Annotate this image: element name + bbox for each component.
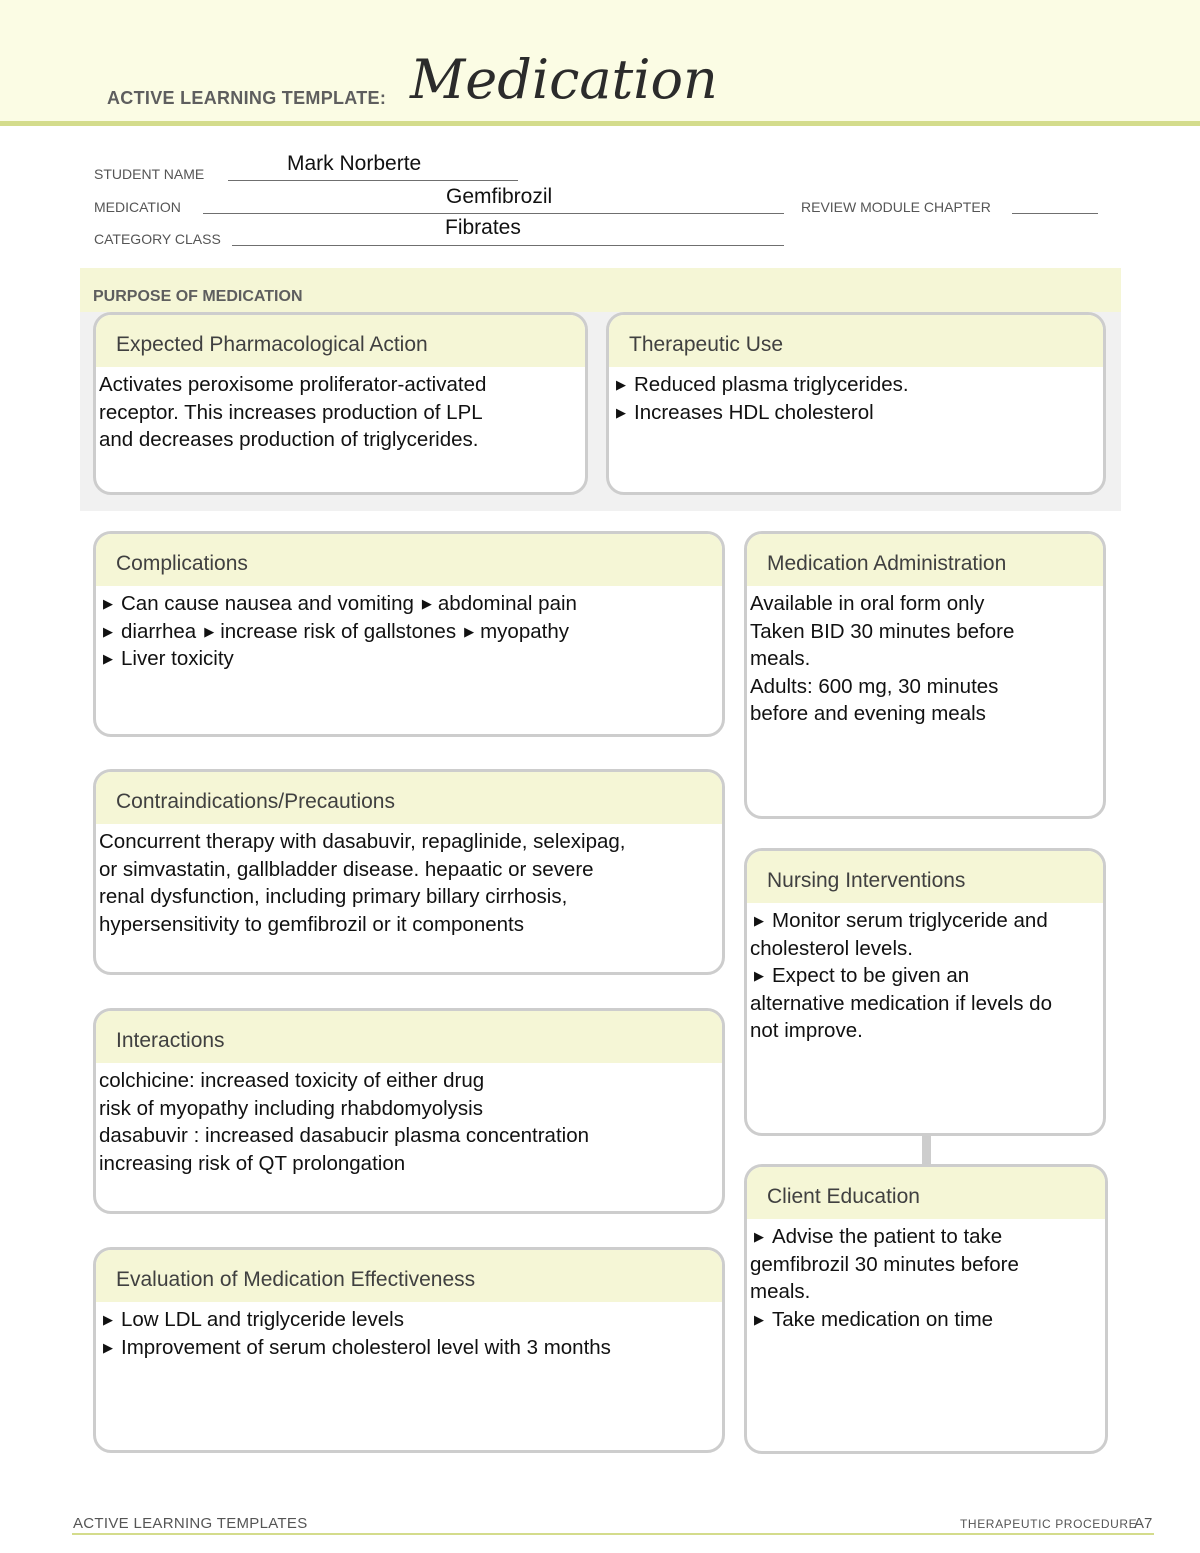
evaluation-body — [96, 1302, 722, 1361]
bullet-arrow-icon: ▶ — [421, 596, 432, 611]
list-item-cont: gemfibrozil 30 minutes before — [750, 1252, 1019, 1276]
therapeutic-use-box — [606, 312, 1106, 495]
bullet-arrow-icon: ▶ — [103, 1339, 113, 1355]
contraindications-title: Contraindications/Precautions — [96, 772, 722, 824]
category-class-label: CATEGORY CLASS — [94, 231, 221, 247]
nursing-interventions-body — [747, 903, 1103, 1045]
bullet-arrow-icon: ▶ — [754, 1311, 764, 1327]
text-line: dasabuvir : increased dasabucir plasma concentration — [99, 1124, 589, 1147]
bullet-arrow-icon: ▶ — [103, 1312, 113, 1327]
therapeutic-use-title: Therapeutic Use — [609, 315, 1103, 367]
text-line: Concurrent therapy with dasabuvir, repaglinide, selexipag, — [99, 830, 626, 853]
bullet-arrow-icon: ▶ — [464, 623, 475, 639]
bullet-arrow-icon: ▶ — [204, 623, 215, 639]
text-line: before and evening meals — [750, 702, 986, 725]
bullet-arrow-icon: ▶ — [103, 623, 113, 639]
list-item-cont: alternative medication if levels do — [750, 991, 1052, 1015]
review-module-line — [1012, 213, 1098, 214]
text-line: receptor. This increases production of LPL — [99, 400, 483, 424]
interactions-body — [96, 1063, 722, 1177]
bullet-arrow-icon: ▶ — [103, 651, 113, 666]
list-item: ▶ Increases HDL cholesterol — [612, 399, 1099, 427]
bullet-arrow-icon: ▶ — [754, 913, 764, 928]
text-line: increasing risk of QT prolongation — [99, 1151, 406, 1175]
student-name-value[interactable]: Mark Norberte — [287, 152, 422, 175]
nursing-interventions-box — [744, 848, 1106, 1136]
bullet-arrow-icon: ▶ — [754, 968, 764, 983]
review-module-label: REVIEW MODULE CHAPTER — [801, 199, 991, 215]
complications-box — [93, 531, 725, 737]
text-line: Available in oral form only — [750, 592, 985, 615]
bullet-arrow-icon: ▶ — [103, 596, 113, 611]
footer-page-number: A7 — [1134, 1515, 1153, 1532]
medication-line — [203, 213, 784, 214]
interactions-title: Interactions — [96, 1011, 722, 1063]
text-line: colchicine: increased toxicity of either drug — [99, 1069, 485, 1092]
text-line: Adults: 600 mg, 30 minutes — [750, 674, 999, 698]
footer-left: ACTIVE LEARNING TEMPLATES — [73, 1515, 308, 1532]
complications-title: Complications — [96, 534, 722, 586]
box-connector — [922, 1134, 931, 1167]
expected-action-box — [93, 312, 588, 495]
purpose-label: PURPOSE OF MEDICATION — [93, 288, 303, 305]
medication-administration-box — [744, 531, 1106, 819]
nursing-interventions-title: Nursing Interventions — [747, 851, 1103, 903]
evaluation-box — [93, 1247, 725, 1453]
student-name-label: STUDENT NAME — [94, 166, 205, 182]
bullet-arrow-icon: ▶ — [754, 1229, 764, 1244]
list-item-cont: meals. — [750, 1280, 811, 1303]
text-line: Taken BID 30 minutes before — [750, 619, 1015, 643]
contraindications-body — [96, 824, 722, 938]
text-line: and decreases production of triglycerides. — [99, 428, 479, 451]
client-education-box — [744, 1164, 1108, 1454]
text-line: or simvastatin, gallbladder disease. hepaatic or severe — [99, 857, 594, 881]
expected-action-title: Expected Pharmacological Action — [96, 315, 585, 367]
medication-administration-body — [747, 586, 1103, 728]
header-rule — [0, 121, 1200, 126]
client-education-body — [747, 1219, 1105, 1333]
medication-value[interactable]: Gemfibrozil — [446, 185, 553, 208]
bullet-arrow-icon: ▶ — [616, 377, 626, 392]
expected-action-body — [96, 367, 585, 454]
category-class-line — [232, 245, 784, 246]
list-item-cont: cholesterol levels. — [750, 936, 913, 960]
footer-rule — [72, 1533, 1154, 1535]
complications-body — [96, 586, 722, 673]
medication-label: MEDICATION — [94, 199, 181, 215]
list-item-cont: not improve. — [750, 1019, 863, 1042]
therapeutic-use-body — [609, 367, 1103, 426]
text-line: Activates peroxisome proliferator-activated — [99, 373, 487, 396]
list-line: ▶ Liver toxicity — [99, 645, 718, 673]
list-item: ▶ Take medication on time — [750, 1306, 1101, 1334]
list-line: ▶ Can cause nausea and vomiting ▶ abdominal pain — [99, 590, 718, 618]
medication-administration-title: Medication Administration — [747, 534, 1103, 586]
template-title: Medication — [410, 48, 718, 111]
list-item: ▶ Monitor serum triglyceride and — [750, 907, 1099, 935]
template-label: ACTIVE LEARNING TEMPLATE: — [107, 88, 387, 108]
list-item: ▶ Expect to be given an — [750, 962, 1099, 990]
list-item: ▶ Improvement of serum cholesterol level with 3 months — [99, 1334, 718, 1362]
text-line: hypersensitivity to gemfibrozil or it components — [99, 912, 524, 936]
evaluation-title: Evaluation of Medication Effectiveness — [96, 1250, 722, 1302]
client-education-title: Client Education — [747, 1167, 1105, 1219]
list-item: ▶ Reduced plasma triglycerides. — [612, 371, 1099, 399]
list-item: ▶ Low LDL and triglyceride levels — [99, 1306, 718, 1334]
text-line: meals. — [750, 647, 811, 670]
text-line: renal dysfunction, including primary billary cirrhosis, — [99, 885, 568, 908]
footer-right: THERAPEUTIC PROCEDURE — [960, 1517, 1138, 1531]
bullet-arrow-icon: ▶ — [616, 404, 626, 420]
text-line: risk of myopathy including rhabdomyolysis — [99, 1096, 483, 1120]
list-item: ▶ Advise the patient to take — [750, 1223, 1101, 1251]
list-line: ▶ diarrhea ▶ increase risk of gallstones ▶ myopathy — [99, 618, 718, 646]
student-name-line — [228, 180, 518, 181]
interactions-box — [93, 1008, 725, 1214]
contraindications-box — [93, 769, 725, 975]
category-class-value[interactable]: Fibrates — [445, 216, 521, 239]
